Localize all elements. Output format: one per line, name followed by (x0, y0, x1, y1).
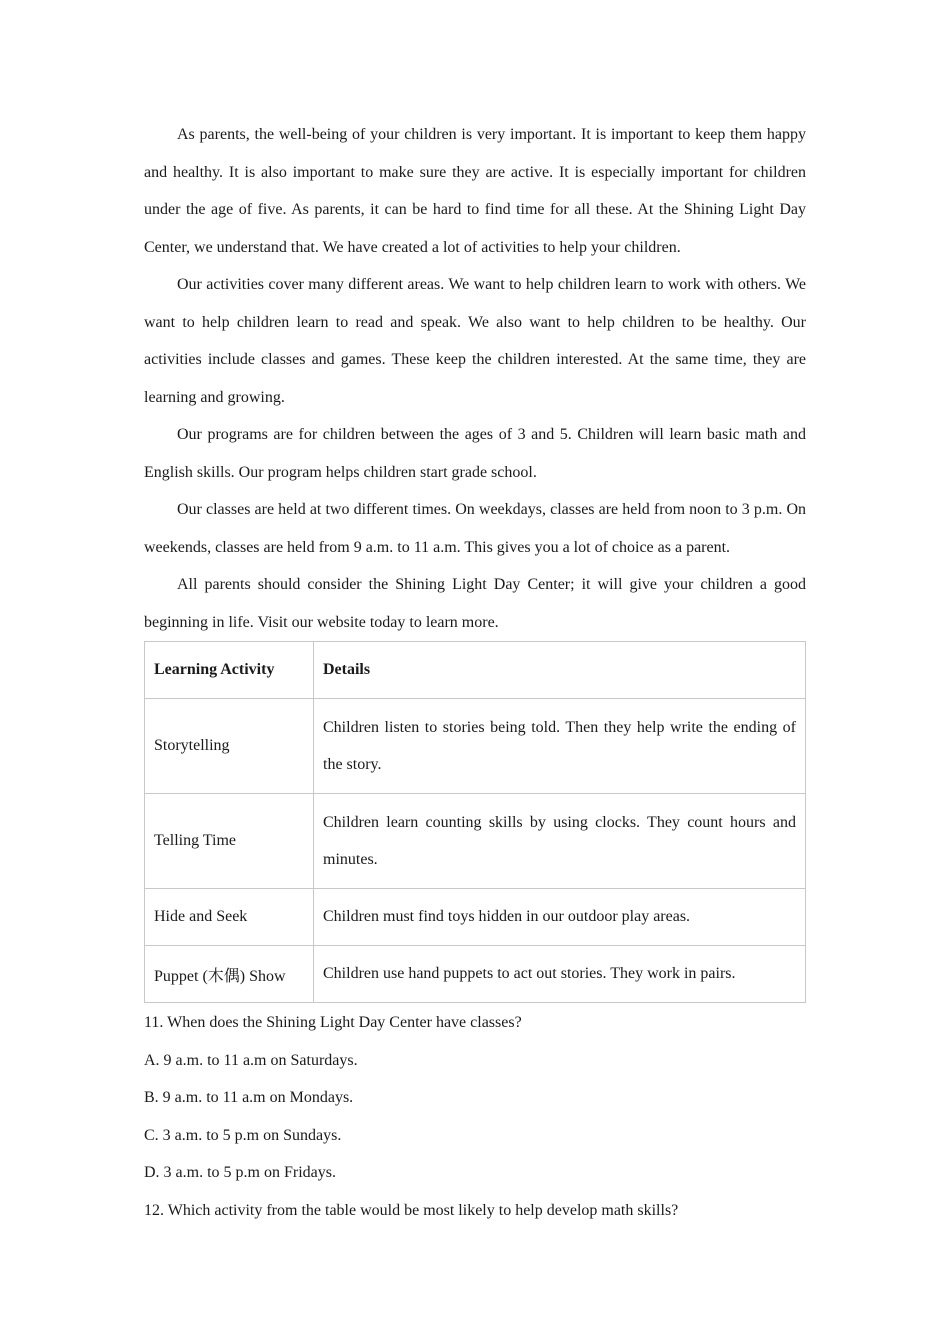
header-learning-activity: Learning Activity (145, 642, 314, 699)
paragraph-2: Our activities cover many different areas. We want to help children learn to work with others. We want to help children learn to read and speak. We also want to help children to be healthy. Our activities include classes and games. These keep the children interested. At the same time, they are learning and growing. (144, 276, 806, 406)
table-row (145, 699, 806, 794)
question-11-option-a: A. 9 a.m. to 11 a.m on Saturdays. (144, 1051, 358, 1069)
table-row (145, 889, 806, 946)
details-cell: Children use hand puppets to act out stories. They work in pairs. (314, 946, 806, 1003)
details-cell: Children must find toys hidden in our outdoor play areas. (314, 889, 806, 946)
table-header-row (145, 642, 806, 699)
paragraph-5: All parents should consider the Shining Light Day Center; it will give your children a good beginning in life. Visit our website today to learn more. (144, 576, 806, 631)
activity-cell: Storytelling (145, 699, 314, 794)
details-cell: Children listen to stories being told. Then they help write the ending of the story. (314, 699, 806, 794)
question-11-option-b: B. 9 a.m. to 11 a.m on Mondays. (144, 1089, 354, 1106)
paragraph-1: As parents, the well-being of your children is very important. It is important to keep them happy and healthy. It is also important to make sure they are active. It is especially important for children under the age of five. As parents, it can be hard to find time for all these. At the Shining Light Day Center, we understand that. We have created a lot of activities to help your children. (144, 126, 806, 256)
activities-table (144, 641, 806, 1003)
activity-cell: Puppet (木偶) Show (145, 946, 314, 1003)
activity-cell: Telling Time (145, 794, 314, 889)
question-11-option-d: D. 3 a.m. to 5 p.m on Fridays. (144, 1164, 336, 1181)
paragraph-4: Our classes are held at two different times. On weekdays, classes are held from noon to 3 p.m. On weekends, classes are held from 9 a.m. to 11 a.m. This gives you a lot of choice as a parent. (144, 501, 806, 556)
table-row (145, 794, 806, 889)
activity-cell: Hide and Seek (145, 889, 314, 946)
paragraph-3: Our programs are for children between the ages of 3 and 5. Children will learn basic math and English skills. Our program helps children start grade school. (144, 426, 806, 481)
questions-section (144, 1004, 806, 1229)
table-row (145, 946, 806, 1003)
question-12-stem: 12. Which activity from the table would be most likely to help develop math skills? (144, 1201, 679, 1219)
details-cell: Children learn counting skills by using clocks. They count hours and minutes. (314, 794, 806, 889)
question-11-option-c: C. 3 a.m. to 5 p.m on Sundays. (144, 1126, 342, 1144)
header-details: Details (314, 642, 806, 699)
document-body (144, 116, 806, 1229)
question-11-stem: 11. When does the Shining Light Day Center have classes? (144, 1014, 522, 1031)
